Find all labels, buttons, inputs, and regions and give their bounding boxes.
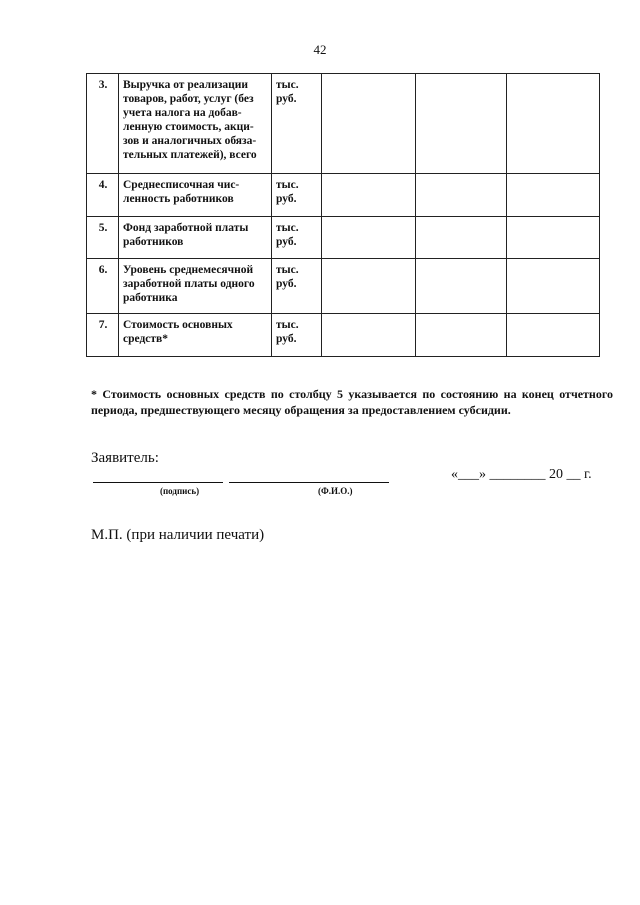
indicator-name: Фонд заработной платы работников: [119, 217, 272, 259]
indicator-name: Выручка от реализации товаров, работ, услуг (без учета налога на добав- ленную стоимость, акци- зов и аналогичных обяза- тельных платежей), всего: [119, 74, 272, 174]
value-cell: [322, 217, 416, 259]
indicator-name: Среднесписочная чис- ленность работников: [119, 174, 272, 217]
table-row: [87, 314, 600, 357]
table-row: [87, 259, 600, 314]
footnote: * Стоимость основных средств по столбцу 5 указывается по состоянию на конец отчетного периода, предшествующего месяцу обращения за предоставлением субсидии.: [91, 387, 613, 417]
unit-cell: тыс. руб.: [272, 217, 322, 259]
unit-cell: тыс. руб.: [272, 314, 322, 357]
indicator-name: Стоимость основных средств*: [119, 314, 272, 357]
value-cell: [416, 259, 507, 314]
value-cell: [322, 174, 416, 217]
indicators-table: [86, 73, 600, 357]
signature-line: [93, 482, 223, 483]
unit-cell: тыс. руб.: [272, 74, 322, 174]
value-cell: [322, 314, 416, 357]
unit-cell: тыс. руб.: [272, 174, 322, 217]
fio-line: [229, 482, 389, 483]
value-cell: [416, 174, 507, 217]
value-cell: [507, 314, 600, 357]
row-number: 3.: [87, 74, 119, 174]
value-cell: [322, 259, 416, 314]
value-cell: [507, 259, 600, 314]
table-row: [87, 174, 600, 217]
value-cell: [416, 74, 507, 174]
row-number: 5.: [87, 217, 119, 259]
row-number: 7.: [87, 314, 119, 357]
value-cell: [507, 217, 600, 259]
indicator-name: Уровень среднемесячной заработной платы одного работника: [119, 259, 272, 314]
table-row: [87, 74, 600, 174]
value-cell: [416, 217, 507, 259]
applicant-label: Заявитель:: [91, 450, 159, 466]
value-cell: [507, 74, 600, 174]
value-cell: [416, 314, 507, 357]
page-number: 42: [313, 42, 327, 57]
date-line: «___» ________ 20 __ г.: [451, 467, 592, 482]
row-number: 6.: [87, 259, 119, 314]
value-cell: [507, 174, 600, 217]
fio-caption: (Ф.И.О.): [318, 486, 353, 496]
value-cell: [322, 74, 416, 174]
row-number: 4.: [87, 174, 119, 217]
signature-caption: (подпись): [160, 486, 200, 496]
unit-cell: тыс. руб.: [272, 259, 322, 314]
table-row: [87, 217, 600, 259]
stamp-label: М.П. (при наличии печати): [91, 527, 265, 543]
